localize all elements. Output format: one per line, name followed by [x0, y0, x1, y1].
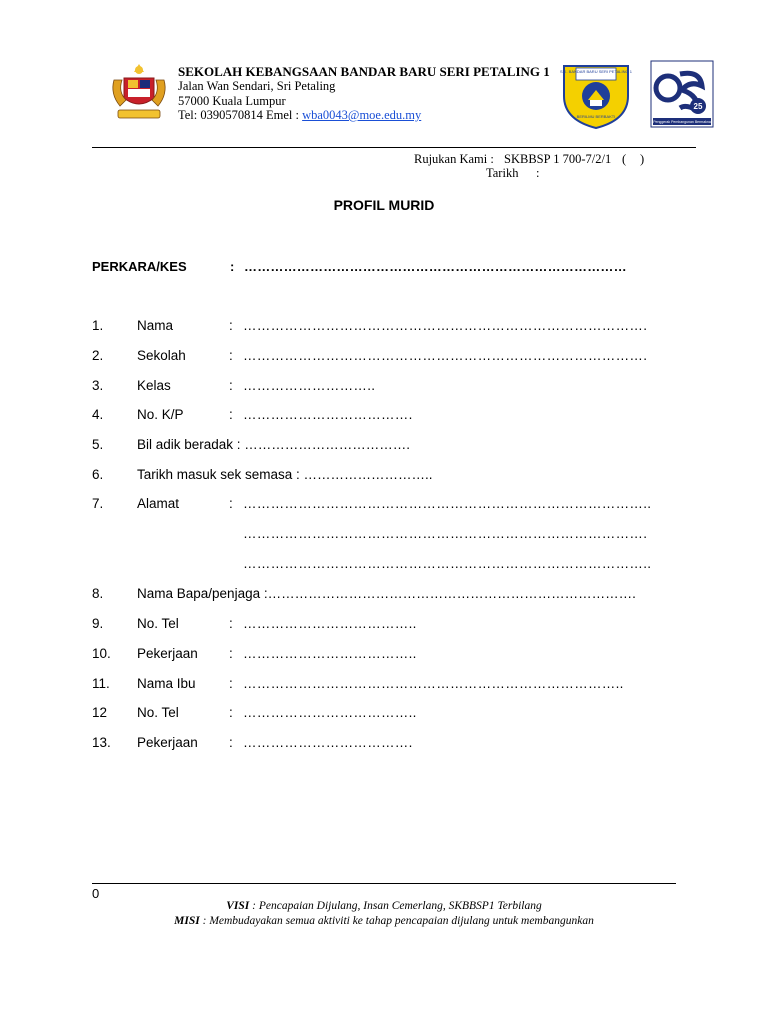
school-name: SEKOLAH KEBANGSAAN BANDAR BARU SERI PETALING 1 [178, 64, 550, 79]
row-fill-line[interactable]: ………………………………. [243, 735, 413, 750]
row-label-with-fill[interactable]: Bil adik beradak : ………………………………. [137, 437, 411, 452]
tarikh-label: Tarikh [486, 166, 519, 180]
header-divider [92, 147, 696, 148]
row-number: 13. [92, 735, 111, 750]
row-colon: : [229, 378, 233, 393]
perkara-fill-line[interactable]: …………………………………………………………………………… [244, 259, 627, 274]
row-number: 8. [92, 586, 104, 601]
form-row-no-tel-ibu [0, 705, 768, 723]
footer-visi [0, 900, 768, 912]
school-logo-motto: BERILMU BERBAKTI [576, 114, 616, 119]
row-fill-line[interactable]: …………………………………………………………………………….. [243, 556, 652, 571]
row-number: 7. [92, 496, 104, 511]
row-label-with-fill[interactable]: Nama Bapa/penjaga :………………………………………………………………………. [137, 586, 636, 601]
footer-page-marker: 0 [92, 886, 100, 901]
reference-paren-close: ) [640, 152, 645, 166]
row-number: 10. [92, 646, 111, 661]
address-line-1: Jalan Wan Sendari, Sri Petaling [178, 79, 336, 93]
row-fill-line[interactable]: ……………………………….. [243, 646, 417, 661]
form-row-alamat-3 [0, 556, 768, 574]
footer-divider [92, 883, 676, 884]
form-row-kelas [0, 378, 768, 396]
row-fill-line[interactable]: ……………………………………………………………………………. [243, 348, 648, 363]
row-colon: : [229, 705, 233, 720]
row-number: 1. [92, 318, 104, 333]
row-colon: : [229, 616, 233, 631]
row-number: 4. [92, 407, 104, 422]
tel-label: Tel: 0390570814 Emel : [178, 108, 303, 122]
ppd-25-logo [650, 60, 714, 128]
row-colon: : [229, 735, 233, 750]
footer-misi [0, 915, 768, 927]
form-row-pekerjaan-bapa [0, 646, 768, 664]
row-fill-line[interactable]: ………………………………. [243, 407, 413, 422]
row-fill-line[interactable]: ……………………………………………………………………………. [243, 318, 648, 333]
row-fill-line[interactable]: ……………………………….. [243, 705, 417, 720]
row-colon: : [229, 407, 233, 422]
visi-label: VISI [226, 900, 250, 912]
email-link[interactable]: wba0043@moe.edu.my [302, 108, 422, 122]
row-label: Pekerjaan [137, 735, 198, 750]
row-fill-line[interactable]: ……………………………………………………………………….. [243, 676, 624, 691]
form-row-no-tel-bapa [0, 616, 768, 634]
row-number: 9. [92, 616, 104, 631]
row-label: Sekolah [137, 348, 186, 363]
form-row-no-kp [0, 407, 768, 425]
visi-text: : Pencapaian Dijulang, Insan Cemerlang, SKBBSP1 Terbilang [249, 900, 542, 912]
form-row-bil-adik [0, 437, 768, 455]
row-colon: : [229, 318, 233, 333]
form-row-nama-bapa [0, 586, 768, 604]
row-fill-line[interactable]: ……………………………….. [243, 616, 417, 631]
reference-value: SKBBSP 1 700-7/2/1 [504, 152, 612, 166]
row-fill-line[interactable]: ……………………….. [243, 378, 376, 393]
ppd-logo-caption: Penggerak Pembangunan Bermakna [653, 120, 711, 124]
row-label: No. K/P [137, 407, 184, 422]
row-colon: : [229, 676, 233, 691]
form-row-nama-ibu [0, 676, 768, 694]
row-label-with-fill[interactable]: Tarikh masuk sek semasa : ……………………….. [137, 467, 433, 482]
perkara-label: PERKARA/KES [92, 259, 187, 274]
contact-line [178, 108, 421, 123]
misi-label: MISI [174, 915, 200, 927]
row-number: 5. [92, 437, 104, 452]
row-label: No. Tel [137, 705, 179, 720]
form-row-pekerjaan-ibu [0, 735, 768, 753]
row-fill-line[interactable]: …………………………………………………………………………….. [243, 496, 652, 511]
row-label: Nama Ibu [137, 676, 196, 691]
row-fill-line[interactable]: ……………………………………………………………………………. [243, 526, 648, 541]
misi-text: : Membudayakan semua aktiviti ke tahap pencapaian dijulang untuk membangunkan [199, 915, 594, 927]
reference-paren-open: ( [622, 152, 627, 166]
row-colon: : [229, 496, 233, 511]
form-row-tarikh-masuk [0, 467, 768, 485]
school-logo [556, 60, 636, 130]
row-number: 12 [92, 705, 108, 720]
page-title: PROFIL MURID [333, 197, 435, 213]
ppd-logo-number: 25 [693, 102, 703, 111]
row-colon: : [229, 348, 233, 363]
row-label: Kelas [137, 378, 171, 393]
row-label: Pekerjaan [137, 646, 198, 661]
row-label: No. Tel [137, 616, 179, 631]
row-number: 6. [92, 467, 104, 482]
tarikh-colon: : [536, 166, 540, 180]
school-logo-text: S.K. BANDAR BARU SERI PETALING 1 [560, 69, 632, 74]
reference-label: Rujukan Kami : [414, 152, 494, 166]
address-line-2: 57000 Kuala Lumpur [178, 94, 286, 108]
row-number: 3. [92, 378, 104, 393]
form-row-alamat [0, 496, 768, 514]
row-number: 11. [92, 676, 110, 691]
row-label: Alamat [137, 496, 180, 511]
row-number: 2. [92, 348, 104, 363]
row-colon: : [229, 646, 233, 661]
form-row-sekolah [0, 348, 768, 366]
form-row-alamat-2 [0, 526, 768, 544]
row-label: Nama [137, 318, 174, 333]
form-row-nama [0, 318, 768, 336]
jata-negara-crest-logo [108, 60, 170, 124]
perkara-colon: : [230, 259, 235, 274]
